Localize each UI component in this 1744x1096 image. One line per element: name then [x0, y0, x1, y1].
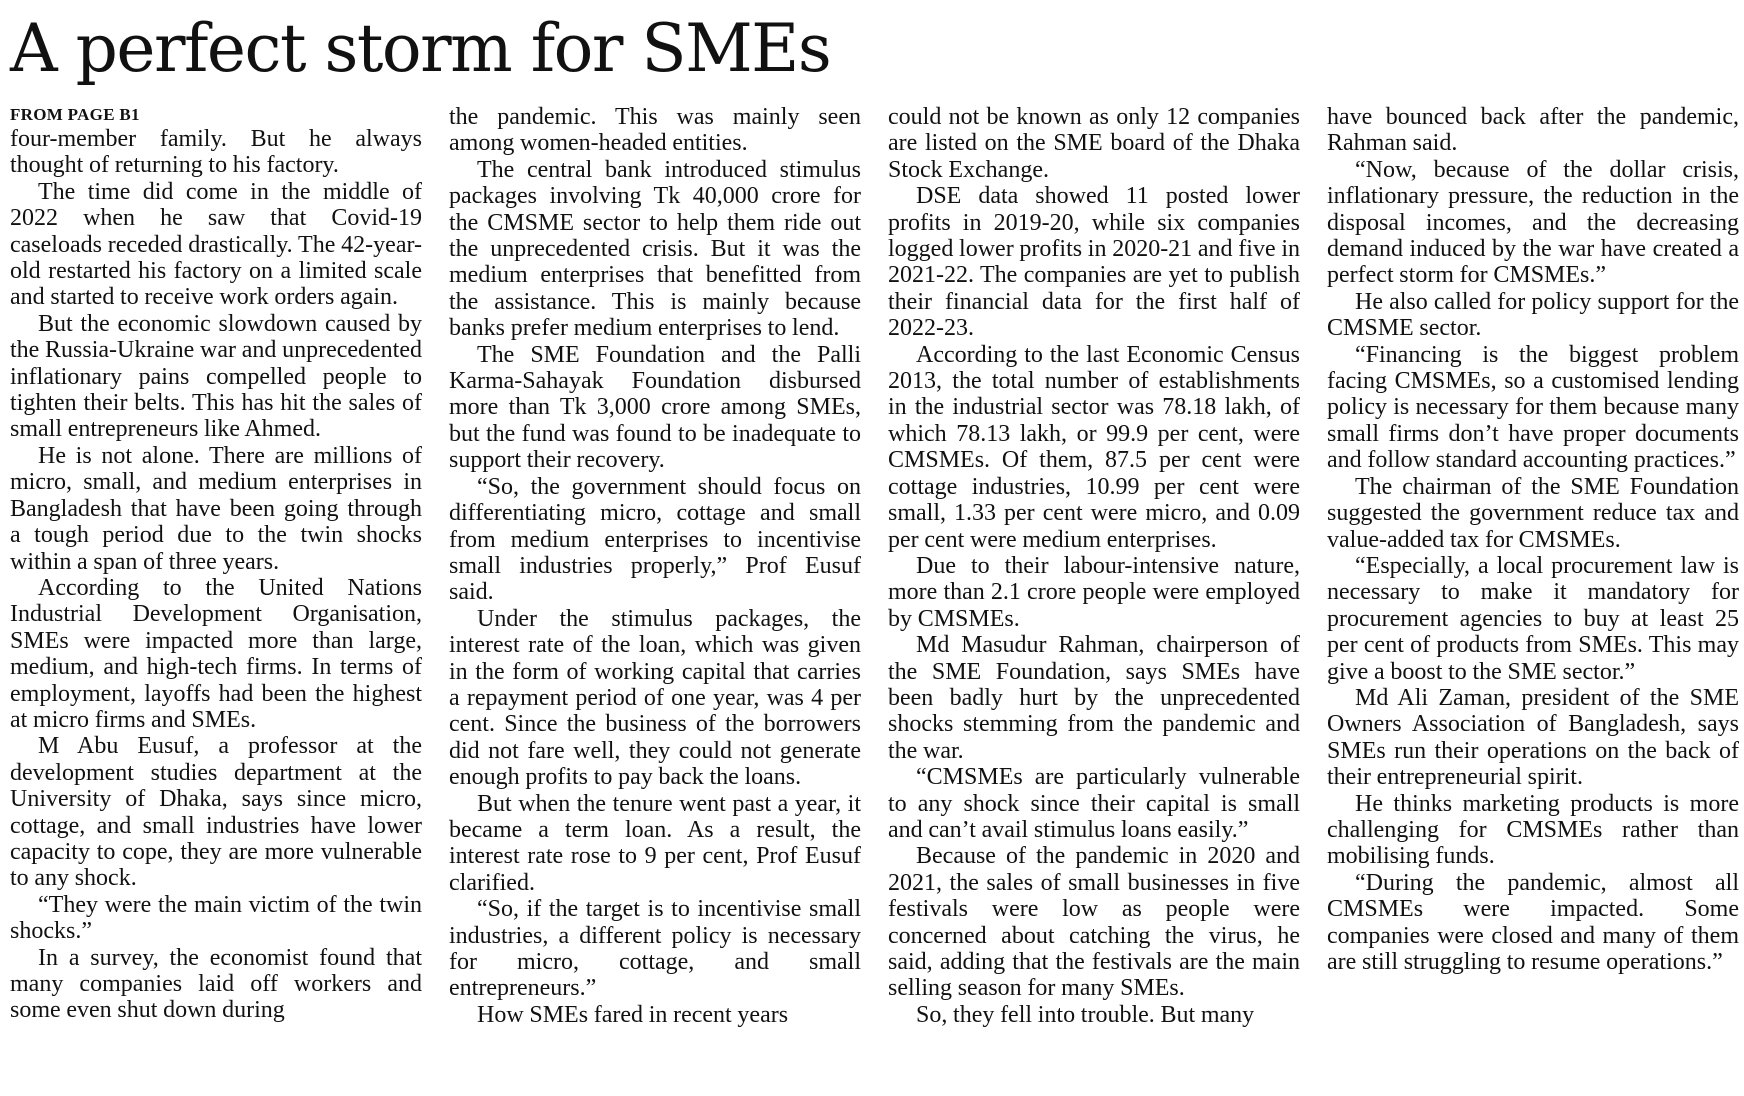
continuation-kicker: FROM PAGE B1 [10, 105, 140, 124]
paragraph: According to the last Economic Census 2013, the total number of establishments in the industrial sector was 78.18 lakh, of which 78.13 lakh, or 99.9 per cent, were CMSMEs. Of them, 87.5 per cent were cottage industries, 10.99 per cent were small, 1.33 per cent were micro, and 0.09 per cent were medium enterprises. [888, 341, 1300, 553]
paragraph: The central bank introduced stimulus packages involving Tk 40,000 crore for the CMSME sector to help them ride out the unprecedented crisis. But it was the medium enterprises that benefitted from the assistance. This is mainly because banks prefer medium enterprises to lend. [449, 156, 861, 342]
article-column-3 [888, 104, 1300, 1094]
paragraph: He thinks marketing products is more challenging for CMSMEs rather than mobilising funds. [1327, 790, 1739, 870]
paragraph: could not be known as only 12 companies are listed on the SME board of the Dhaka Stock Exchange. [888, 104, 1300, 183]
article-column-1 [10, 104, 422, 1094]
paragraph: So, they fell into trouble. But many [916, 1001, 1255, 1028]
paragraph: The chairman of the SME Foundation suggested the government reduce tax and value-added tax for CMSMEs. [1327, 473, 1739, 553]
paragraph: The SME Foundation and the Palli Karma-Sahayak Foundation disbursed more than Tk 3,000 crore among SMEs, but the fund was found to be inadequate to support their recovery. [449, 341, 861, 474]
article-body [0, 104, 1744, 1094]
article-column-2 [449, 104, 861, 1094]
paragraph: Because of the pandemic in 2020 and 2021, the sales of small businesses in five festivals were low as people were concerned about catching the virus, he said, adding that the festivals are the main selling season for many SMEs. [888, 843, 1300, 1002]
paragraph: But when the tenure went past a year, it became a term loan. As a result, the interest rate rose to 9 per cent, Prof Eusuf clarified. [449, 790, 861, 896]
paragraph: DSE data showed 11 posted lower profits in 2019-20, while six companies logged lower profits in 2020-21 and five in 2021-22. The companies are yet to publish their financial data for the first half of 2022-23. [888, 183, 1300, 342]
paragraph: The time did come in the middle of 2022 when he saw that Covid-19 caseloads receded drastically. The 42-year-old restarted his factory on a limited scale and started to receive work orders again. [10, 178, 422, 311]
paragraph: “Especially, a local procurement law is necessary to make it mandatory for procurement agencies to buy at least 25 per cent of products from SMEs. This may give a boost to the SME sector.” [1327, 552, 1739, 685]
paragraph: How SMEs fared in recent years [477, 1001, 789, 1028]
article-column-4 [1327, 104, 1739, 1094]
paragraph: Md Masudur Rahman, chairperson of the SME Foundation, says SMEs have been badly hurt by the unprecedented shocks stemming from the pandemic and the war. [888, 632, 1300, 764]
paragraph: “During the pandemic, almost all CMSMEs were impacted. Some companies were closed and many of them are still struggling to resume operations.” [1327, 869, 1739, 975]
paragraph: Under the stimulus packages, the interest rate of the loan, which was given in the form of working capital that carries a repayment period of one year, was 4 per cent. Since the business of the borrowers did not fare well, they could not generate enough profits to pay back the loans. [449, 605, 861, 791]
paragraph: “CMSMEs are particularly vulnerable to any shock since their capital is small and can’t avail stimulus loans easily.” [888, 764, 1300, 843]
paragraph: the pandemic. This was mainly seen among women-headed entities. [449, 104, 861, 157]
paragraph: four-member family. But he always thought of returning to his factory. [10, 126, 422, 179]
paragraph: Md Ali Zaman, president of the SME Owners Association of Bangladesh, says SMEs run their operations on the back of their entrepreneurial spirit. [1327, 684, 1739, 791]
paragraph: have bounced back after the pandemic, Rahman said. [1327, 104, 1739, 157]
paragraph: “So, the government should focus on differentiating micro, cottage and small from medium enterprises to incentivise small industries properly,” Prof Eusuf said. [449, 473, 861, 606]
paragraph: He also called for policy support for the CMSME sector. [1327, 288, 1739, 342]
headline: A perfect storm for SMEs [10, 10, 831, 87]
paragraph: In a survey, the economist found that many companies laid off workers and some even shut down during [10, 944, 422, 1024]
paragraph: Due to their labour-intensive nature, more than 2.1 crore people were employed by CMSMEs. [888, 552, 1300, 632]
paragraph: He is not alone. There are millions of micro, small, and medium enterprises in Bangladesh that have been going through a tough period due to the twin shocks within a span of three years. [10, 442, 422, 575]
paragraph: M Abu Eusuf, a professor at the development studies department at the University of Dhaka, says since micro, cottage, and small industries have lower capacity to cope, they are more vulnerable to any shock. [10, 733, 422, 892]
paragraph: “So, if the target is to incentivise small industries, a different policy is necessary for micro, cottage, and small entrepreneurs.” [449, 896, 861, 1002]
paragraph: But the economic slowdown caused by the Russia-Ukraine war and unprecedented inflationary pains compelled people to tighten their belts. This has hit the sales of small entrepreneurs like Ahmed. [10, 310, 422, 443]
paragraph: According to the United Nations Industrial Development Organisation, SMEs were impacted more than large, medium, and high-tech firms. In terms of employment, layoffs had been the highest at micro firms and SMEs. [10, 574, 422, 733]
paragraph: “Now, because of the dollar crisis, inflationary pressure, the reduction in the disposal incomes, and the decreasing demand induced by the war have created a perfect storm for CMSMEs.” [1327, 156, 1739, 289]
paragraph: “Financing is the biggest problem facing CMSMEs, so a customised lending policy is necessary for them because many small firms don’t have proper documents and follow standard accounting practices.” [1327, 341, 1739, 474]
paragraph: “They were the main victim of the twin shocks.” [10, 891, 422, 945]
